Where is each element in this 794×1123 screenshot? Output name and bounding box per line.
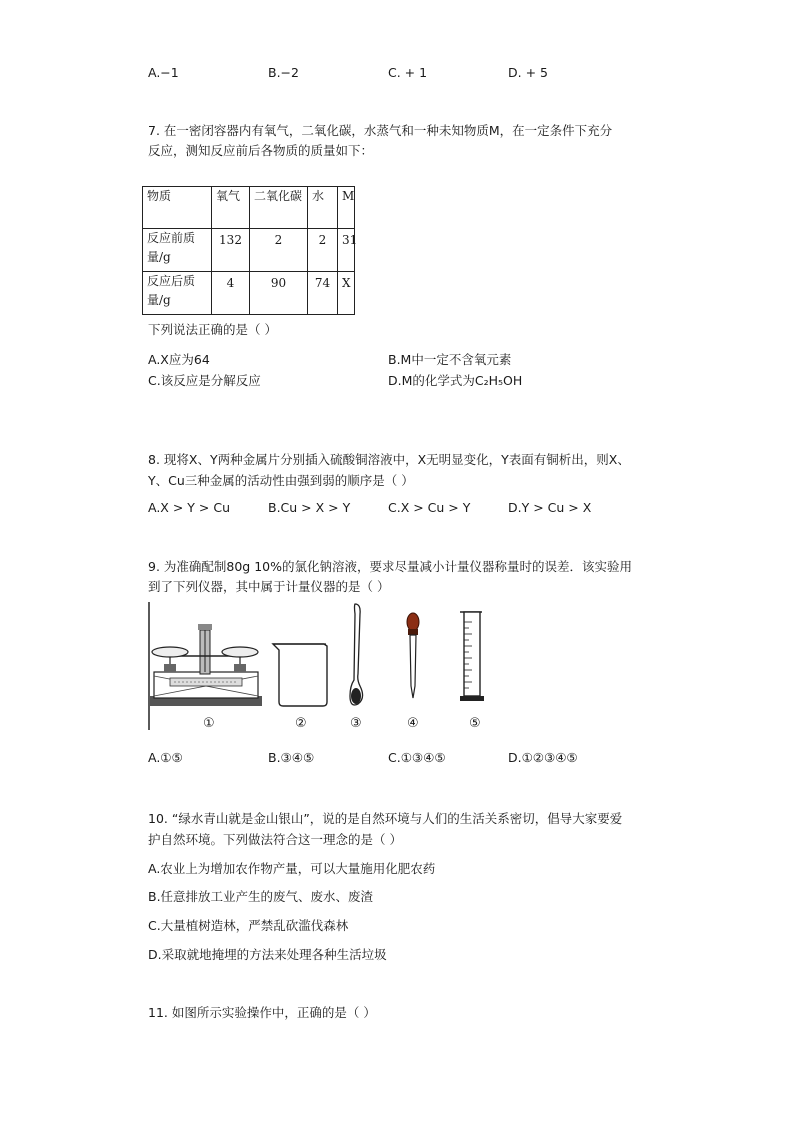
q6-option-c: C. + 1 xyxy=(388,65,428,80)
q10-option-c: C.大量植树造林，严禁乱砍滥伐森林 xyxy=(148,918,349,933)
q7-option-a: A.X应为64 xyxy=(148,352,210,367)
q6-option-b: B.−2 xyxy=(268,65,299,80)
table-row xyxy=(143,272,355,315)
q9-label-1: ① xyxy=(203,716,215,731)
q9-instruments-figure xyxy=(140,600,510,735)
table-cell: 4 xyxy=(212,272,250,315)
q8-option-a: A.X > Y > Cu xyxy=(148,500,230,515)
q8-option-c: C.X > Cu > Y xyxy=(388,500,471,515)
q6-option-a: A.−1 xyxy=(148,65,179,80)
table-header-cell: 水 xyxy=(308,187,338,229)
spoon-icon xyxy=(350,604,363,705)
q10-stem-line1: 10. “绿水青山就是金山银山”，说的是自然环境与人们的生活关系密切，倡导大家要爱 xyxy=(148,811,623,826)
table-row xyxy=(143,229,355,272)
table-cell: 2 xyxy=(250,229,308,272)
q8-stem-line2: Y、Cu三种金属的活动性由强到弱的顺序是（ ） xyxy=(148,473,414,488)
q9-label-2: ② xyxy=(295,716,307,731)
q8-stem-line1: 8. 现将X、Y两种金属片分别插入硫酸铜溶液中，X无明显变化，Y表面有铜析出，则X、 xyxy=(148,452,630,467)
table-header-cell: 物质 xyxy=(143,187,212,229)
balance-icon xyxy=(150,624,262,706)
q10-option-b: B.任意排放工业产生的废气、废水、废渣 xyxy=(148,889,374,904)
q9-option-a: A.①⑤ xyxy=(148,750,183,765)
q7-option-b: B.M中一定不含氧元素 xyxy=(388,352,512,367)
dropper-icon xyxy=(407,613,419,698)
q9-stem-line1: 9. 为准确配制80g 10%的氯化钠溶液，要求尽量减小计量仪器称量时的误差．该实验用 xyxy=(148,559,632,574)
table-cell: 74 xyxy=(308,272,338,315)
beaker-icon xyxy=(273,644,327,706)
table-cell: 132 xyxy=(212,229,250,272)
graduated-cylinder-icon xyxy=(460,612,484,701)
q7-stem-line1: 7. 在一密闭容器内有氧气，二氧化碳，水蒸气和一种未知物质M，在一定条件下充分 xyxy=(148,123,613,138)
table-cell: X xyxy=(338,272,355,315)
q10-stem-line2: 护自然环境。下列做法符合这一理念的是（ ） xyxy=(148,832,402,847)
table-row-label: 反应前质量/g xyxy=(143,229,212,272)
q7-ask: 下列说法正确的是（ ） xyxy=(148,322,277,337)
q6-option-d: D. + 5 xyxy=(508,65,548,80)
table-header-cell: M xyxy=(338,187,355,229)
table-cell: 90 xyxy=(250,272,308,315)
table-cell: 2 xyxy=(308,229,338,272)
q7-stem-line2: 反应，测知反应前后各物质的质量如下： xyxy=(148,143,374,158)
q11-stem: 11. 如图所示实验操作中，正确的是（ ） xyxy=(148,1005,376,1020)
table-header-row xyxy=(143,187,355,229)
q9-label-4: ④ xyxy=(407,716,419,731)
q8-option-b: B.Cu > X > Y xyxy=(268,500,351,515)
table-row-label: 反应后质量/g xyxy=(143,272,212,315)
table-header-cell: 二氧化碳 xyxy=(250,187,308,229)
q7-mass-table xyxy=(142,186,358,315)
q9-label-5: ⑤ xyxy=(469,716,481,731)
q7-option-c: C.该反应是分解反应 xyxy=(148,373,261,388)
q9-option-d: D.①②③④⑤ xyxy=(508,750,578,765)
q7-option-d: D.M的化学式为C₂H₅OH xyxy=(388,373,523,388)
q10-option-d: D.采取就地掩埋的方法来处理各种生活垃圾 xyxy=(148,947,387,962)
q9-label-3: ③ xyxy=(350,716,362,731)
q9-option-b: B.③④⑤ xyxy=(268,750,315,765)
table-cell: 31 xyxy=(338,229,355,272)
q9-stem-line2: 到了下列仪器，其中属于计量仪器的是（ ） xyxy=(148,579,390,594)
q8-option-d: D.Y > Cu > X xyxy=(508,500,592,515)
q10-option-a: A.农业上为增加农作物产量，可以大量施用化肥农药 xyxy=(148,861,436,876)
table-header-cell: 氧气 xyxy=(212,187,250,229)
q9-option-c: C.①③④⑤ xyxy=(388,750,446,765)
